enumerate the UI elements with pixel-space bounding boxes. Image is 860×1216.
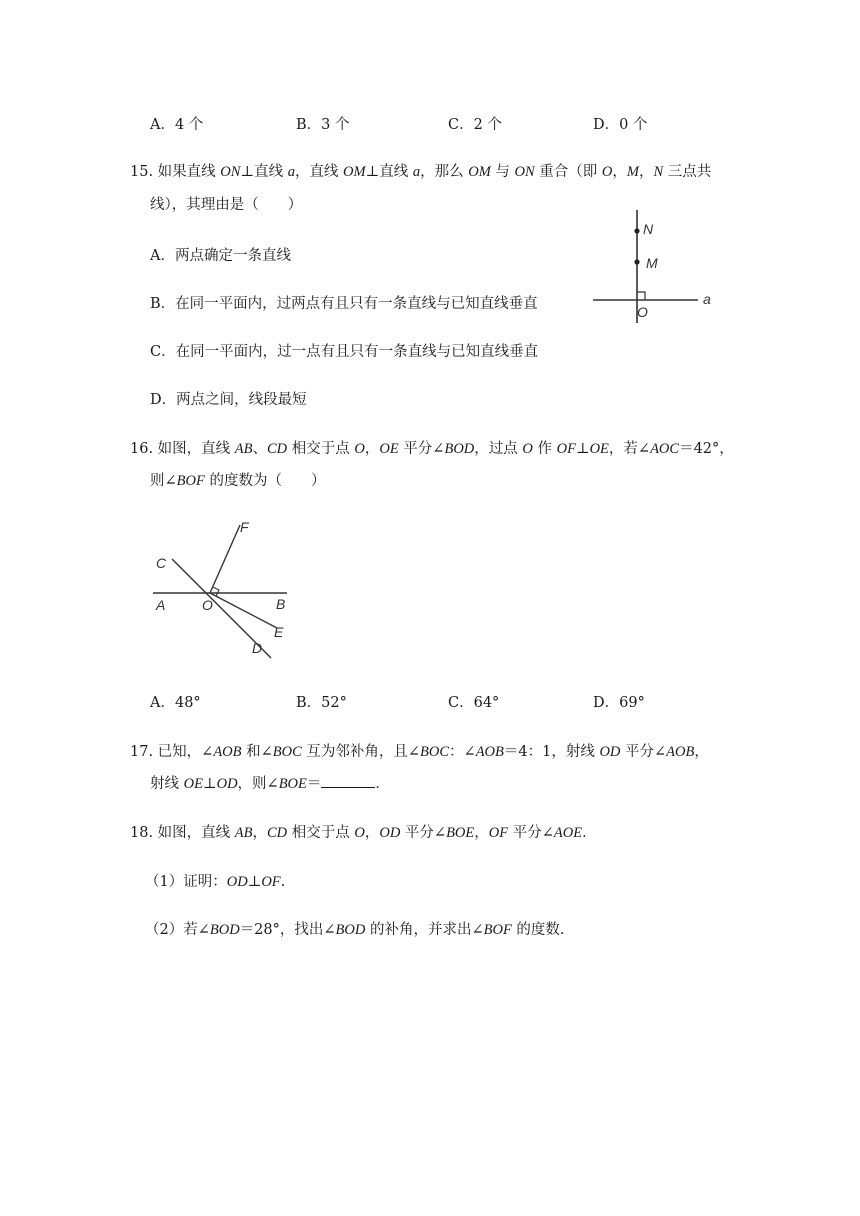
- q18-subquestion-1: （1）证明：OD⊥OF.: [145, 874, 286, 890]
- q16-option-a: A．48°: [150, 695, 201, 711]
- figure-label-a: A: [156, 597, 166, 613]
- figure-label-o: O: [637, 304, 648, 320]
- q15-stem-line1: 15. 如果直线 ON⊥直线 a，直线 OM⊥直线 a，那么 OM 与 ON 重合（即 O，M，N 三点共: [130, 164, 712, 180]
- q16-option-c: C．64°: [448, 695, 500, 711]
- q18-line1: 18. 如图，直线 AB，CD 相交于点 O，OD 平分∠BOE，OF 平分∠AOE．: [130, 825, 597, 841]
- q15-option-a: A．两点确定一条直线: [150, 248, 291, 264]
- q15-option-b: B．在同一平面内，过两点有且只有一条直线与已知直线垂直: [150, 296, 538, 312]
- figure-label-n: N: [643, 221, 654, 237]
- q18-subquestion-2: （2）若∠BOD＝28°，找出∠BOD 的补角，并求出∠BOF 的度数.: [145, 922, 565, 938]
- q14-option-b: B．3 个: [296, 117, 350, 133]
- q14-option-d: D．0 个: [593, 117, 648, 133]
- q15-figure: [590, 205, 720, 325]
- q17-line1: 17. 已知，∠AOB 和∠BOC 互为邻补角，且∠BOC：∠AOB＝4：1，射线 OD 平分∠AOB，: [130, 744, 709, 760]
- question-number: 16.: [130, 441, 154, 457]
- q14-option-a: A．4 个: [150, 117, 204, 133]
- q14-option-c: C．2 个: [448, 117, 502, 133]
- q15-option-d: D．两点之间，线段最短: [150, 392, 307, 408]
- figure-label-b: B: [276, 596, 286, 612]
- question-number: 17.: [130, 744, 154, 760]
- figure-label-o: O: [202, 597, 213, 613]
- figure-label-f: F: [240, 519, 249, 535]
- figure-label-c: C: [156, 555, 167, 571]
- figure-label-d: D: [252, 640, 263, 656]
- question-number: 15.: [130, 164, 154, 180]
- q16-stem-line1: 16. 如图，直线 AB、CD 相交于点 O，OE 平分∠BOD，过点 O 作 OF⊥OE，若∠AOC＝42°，: [130, 441, 734, 457]
- q16-option-d: D．69°: [593, 695, 645, 711]
- q15-option-c: C．在同一平面内，过一点有且只有一条直线与已知直线垂直: [150, 344, 539, 360]
- q16-option-b: B．52°: [296, 695, 347, 711]
- q15-stem-line2: 线），其理由是（ ）: [150, 197, 303, 213]
- figure-label-m: M: [646, 255, 658, 271]
- q17-line2: 射线 OE⊥OD，则∠BOE＝ ．: [150, 776, 390, 792]
- figure-label-e: E: [274, 624, 284, 640]
- q16-stem-line2: 则∠BOF 的度数为（ ）: [150, 473, 326, 489]
- figure-label-a: a: [703, 291, 711, 307]
- q16-figure: [150, 515, 300, 660]
- question-number: 18.: [130, 825, 154, 841]
- answer-blank[interactable]: [321, 775, 375, 788]
